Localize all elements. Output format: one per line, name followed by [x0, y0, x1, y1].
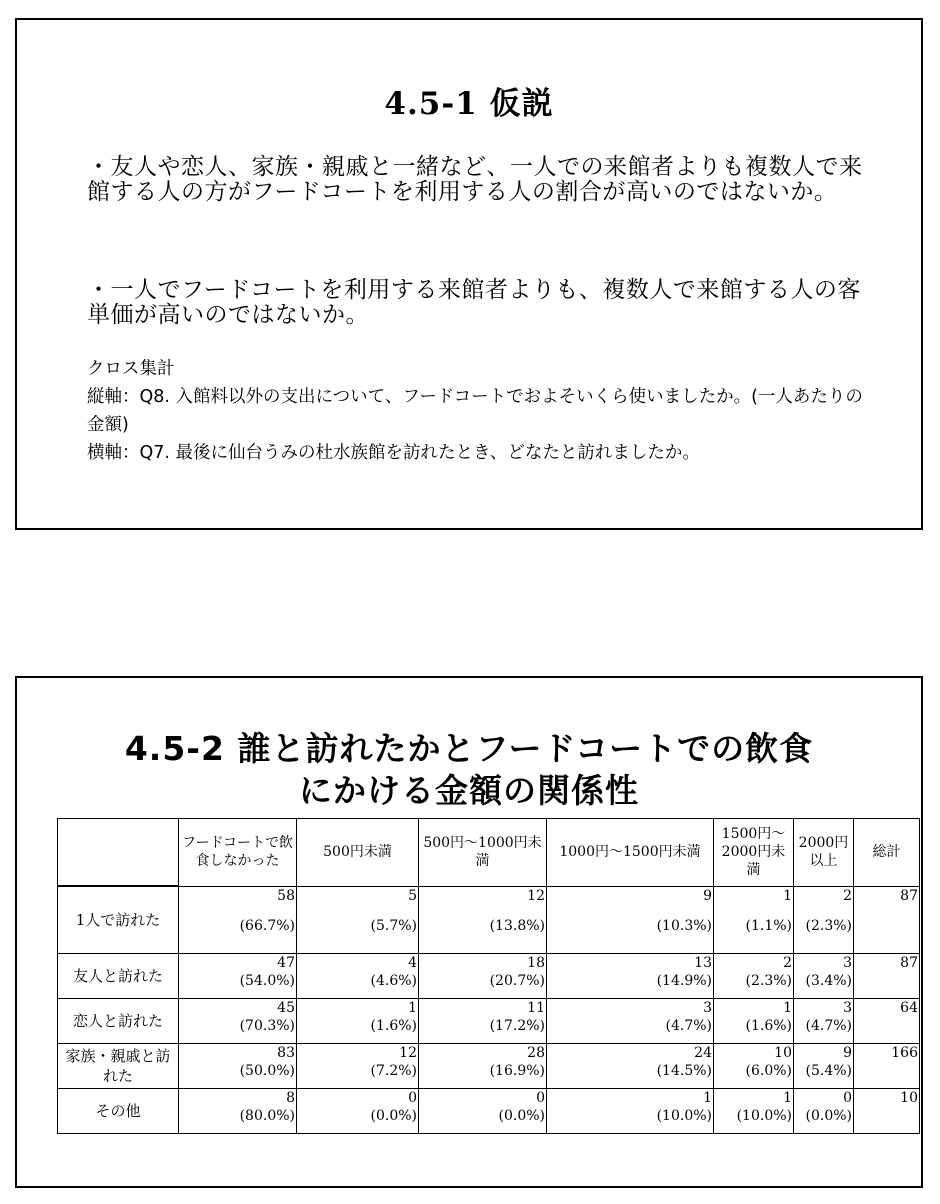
slide-title-line-1: 4.5-2 誰と訪れたかとフードコートでの飲食: [124, 729, 814, 768]
cell-count: 9: [703, 887, 712, 904]
table-cell: [297, 886, 419, 954]
cross-tab-description: [87, 355, 867, 467]
cell-count: 13: [694, 955, 712, 971]
column-header: 総計: [854, 819, 920, 887]
row-total: 10: [854, 1089, 920, 1134]
cell-count: 18: [527, 955, 545, 971]
cell-count: 1: [408, 1000, 417, 1016]
cell-percent: (4.7%): [665, 1018, 712, 1034]
cell-percent: (14.5%): [656, 1063, 712, 1079]
slide-title-line-2: にかける金額の関係性: [299, 771, 639, 810]
table-row: [58, 886, 920, 954]
column-header: 500円未満: [297, 819, 419, 887]
cross-tab-table: [57, 818, 920, 1134]
table-cell: [419, 999, 547, 1044]
cell-percent: (10.3%): [656, 917, 712, 934]
cell-percent: (80.0%): [239, 1108, 295, 1124]
table-cell: [179, 1044, 297, 1089]
cell-count: 45: [277, 1000, 295, 1016]
table-cell: [794, 1089, 854, 1134]
cell-percent: (1.1%): [745, 917, 792, 934]
row-label: 1人で訪れた: [58, 886, 179, 954]
row-label: 友人と訪れた: [58, 954, 179, 999]
table-cell: [547, 999, 714, 1044]
cell-count: 24: [694, 1045, 712, 1061]
cell-count: 5: [408, 887, 417, 904]
cell-count: 2: [783, 955, 792, 971]
cell-percent: (13.8%): [489, 917, 545, 934]
cell-count: 1: [703, 1090, 712, 1106]
cell-count: 28: [527, 1045, 545, 1061]
cell-percent: (70.3%): [239, 1018, 295, 1034]
table-cell: [794, 999, 854, 1044]
cell-count: 3: [843, 1000, 852, 1016]
table-cell: [547, 886, 714, 954]
table-cell: [714, 999, 794, 1044]
table-cell: [714, 954, 794, 999]
cell-percent: (3.4%): [805, 973, 852, 989]
cell-count: 3: [843, 955, 852, 971]
column-header: フードコートで飲食しなかった: [179, 819, 297, 887]
cell-count: 4: [408, 955, 417, 971]
table-cell: [794, 1044, 854, 1089]
hypothesis-1: ・友人や恋人、家族・親戚と一緒など、一人での来館者よりも複数人で来館する人の方がフードコートを利用する人の割合が高いのではないか。: [87, 154, 863, 205]
table-header-row: [58, 819, 920, 887]
row-label: 家族・親戚と訪れた: [58, 1044, 179, 1089]
column-header: 500円～1000円未満: [419, 819, 547, 887]
table-cell: [714, 1089, 794, 1134]
row-total: 64: [854, 999, 920, 1044]
table-cell: [179, 954, 297, 999]
table-cell: [794, 886, 854, 954]
cell-percent: (54.0%): [239, 973, 295, 989]
cell-count: 10: [774, 1045, 792, 1061]
table-cell: [297, 999, 419, 1044]
table-cell: [419, 954, 547, 999]
row-total: 87: [854, 954, 920, 999]
cell-count: 1: [783, 1000, 792, 1016]
cell-percent: (2.3%): [745, 973, 792, 989]
vertical-axis-description: 縦軸：Q8. 入館料以外の支出について、フードコートでおよそいくら使いましたか。(一人あたりの金額): [87, 387, 863, 435]
cell-percent: (14.9%): [656, 973, 712, 989]
table-body: [58, 886, 920, 1134]
table-row: [58, 1044, 920, 1089]
table-cell: [297, 954, 419, 999]
table-cell: [419, 1089, 547, 1134]
cell-count: 3: [703, 1000, 712, 1016]
cell-percent: (17.2%): [489, 1018, 545, 1034]
table-cell: [547, 1089, 714, 1134]
table-cell: [179, 1089, 297, 1134]
cell-count: 11: [527, 1000, 545, 1016]
cell-percent: (0.0%): [370, 1108, 417, 1124]
cell-percent: (0.0%): [805, 1108, 852, 1124]
cell-percent: (2.3%): [805, 917, 852, 934]
cell-count: 1: [783, 887, 792, 904]
table-cell: [547, 954, 714, 999]
cell-percent: (10.0%): [736, 1108, 792, 1124]
cell-percent: (20.7%): [489, 973, 545, 989]
cell-percent: (1.6%): [370, 1018, 417, 1034]
row-total: 166: [854, 1044, 920, 1089]
hypothesis-2: ・一人でフードコートを利用する来館者よりも、複数人で来館する人の客単価が高いのではないか。: [87, 277, 861, 328]
column-header: 1500円～2000円未満: [714, 819, 794, 887]
table-cell: [714, 1044, 794, 1089]
table-cell: [179, 886, 297, 954]
slide-title: 4.5-1 仮説: [384, 86, 554, 122]
cell-count: 12: [399, 1045, 417, 1061]
cell-percent: (1.6%): [745, 1018, 792, 1034]
cell-percent: (4.6%): [370, 973, 417, 989]
hypothesis-slide: [15, 18, 923, 530]
cell-count: 58: [277, 887, 295, 904]
cell-count: 9: [843, 1045, 852, 1061]
cell-percent: (50.0%): [239, 1063, 295, 1079]
cell-percent: (5.4%): [805, 1063, 852, 1079]
cell-count: 12: [527, 887, 545, 904]
row-label: 恋人と訪れた: [58, 999, 179, 1044]
cell-count: 0: [408, 1090, 417, 1106]
cross-tab-slide: [15, 676, 923, 1188]
cell-count: 0: [536, 1090, 545, 1106]
cell-percent: (6.0%): [745, 1063, 792, 1079]
row-label: その他: [58, 1089, 179, 1134]
table-cell: [297, 1044, 419, 1089]
cell-count: 47: [277, 955, 295, 971]
header-corner: [58, 819, 179, 887]
table-cell: [794, 954, 854, 999]
cell-count: 8: [286, 1090, 295, 1106]
table-cell: [179, 999, 297, 1044]
table-cell: [714, 886, 794, 954]
cell-percent: (66.7%): [239, 917, 295, 934]
cell-percent: (7.2%): [370, 1063, 417, 1079]
cell-count: 0: [843, 1090, 852, 1106]
horizontal-axis-description: 横軸：Q7. 最後に仙台うみの杜水族館を訪れたとき、どなたと訪れましたか。: [87, 443, 700, 463]
table-row: [58, 999, 920, 1044]
cell-count: 83: [277, 1045, 295, 1061]
table-cell: [297, 1089, 419, 1134]
cell-count: 2: [843, 887, 852, 904]
cell-percent: (4.7%): [805, 1018, 852, 1034]
cell-percent: (0.0%): [498, 1108, 545, 1124]
cross-tab-label: クロス集計: [87, 359, 175, 379]
slide-title: [17, 728, 921, 812]
column-header: 2000円以上: [794, 819, 854, 887]
table-cell: [547, 1044, 714, 1089]
cell-count: 1: [783, 1090, 792, 1106]
table-row: [58, 1089, 920, 1134]
row-total: 87: [854, 886, 920, 954]
cell-percent: (16.9%): [489, 1063, 545, 1079]
cell-percent: (5.7%): [370, 917, 417, 934]
table-cell: [419, 1044, 547, 1089]
table-cell: [419, 886, 547, 954]
column-header: 1000円～1500円未満: [547, 819, 714, 887]
table-row: [58, 954, 920, 999]
cell-percent: (10.0%): [656, 1108, 712, 1124]
